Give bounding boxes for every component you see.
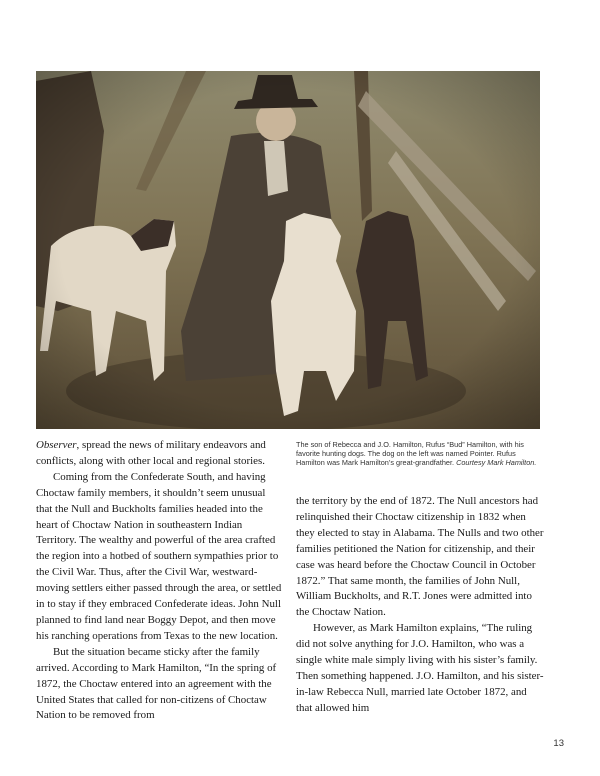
photo-vignette bbox=[36, 71, 540, 429]
right-column bbox=[296, 494, 544, 717]
photo-caption bbox=[296, 440, 544, 468]
left-paragraph-1 bbox=[36, 438, 282, 470]
right-paragraph-1: the territory by the end of 1872. The Null ancestors had relinquished their Choctaw citizenship in 1832 when they elected to stay in Alabama. The Nulls and two other families petitioned the Nation for citizenship, and their case was heard before the Choctaw Council in October 1872.” That same month, the families of John Null, William Buckholts, and R.T. Jones were admitted into the Choctaw Nation. bbox=[296, 495, 544, 619]
page-number: 13 bbox=[553, 738, 564, 749]
left-column bbox=[36, 438, 282, 724]
left-paragraph-1-text: , spread the news of military endeavors and conflicts, along with other local and regional stories. bbox=[36, 439, 266, 467]
historical-photo bbox=[36, 71, 540, 429]
photo-illustration bbox=[36, 71, 540, 429]
caption-text bbox=[296, 440, 544, 468]
caption-credit: Courtesy Mark Hamilton. bbox=[456, 458, 537, 468]
left-paragraph-3: But the situation became sticky after the family arrived. According to Mark Hamilton, “In the spring of 1872, the Choctaw entered into an agreement with the United States that called for non-citizens of Choctaw Nation to be removed from bbox=[36, 645, 277, 722]
caption-body: The son of Rebecca and J.O. Hamilton, Rufus “Bud” Hamilton, with his favorite hunting dogs. The dog on the left was named Pointer. Rufus Hamilton was Mark Hamilton’s great-grandfather. bbox=[296, 440, 524, 468]
left-paragraph-2: Coming from the Confederate South, and having Choctaw family members, it shouldn’t seem unusual that the Null and Buckholts families headed into the heart of Choctaw Nation in southeastern Indian Territory. The wealthy and powerful of the area crafted the region into a hotbed of southern sympathies prior to the Civil War. Thus, after the Civil War, westward-moving settlers either passed through the area, or settled in to stay if they embraced Confederate ideas. John Null planned to find land near Boggy Depot, and then move his ranching operations from Texas to the new location. bbox=[36, 470, 282, 642]
right-paragraph-2: However, as Mark Hamilton explains, “The ruling did not solve anything for J.O. Hamilton, who was a single white male simply living with his sister’s family. Then something happened. J.O. Hamilton, and his sister-in-law Rebecca Null, married late October 1872, and that allowed him bbox=[296, 622, 544, 714]
publication-name: Observer bbox=[36, 439, 77, 451]
